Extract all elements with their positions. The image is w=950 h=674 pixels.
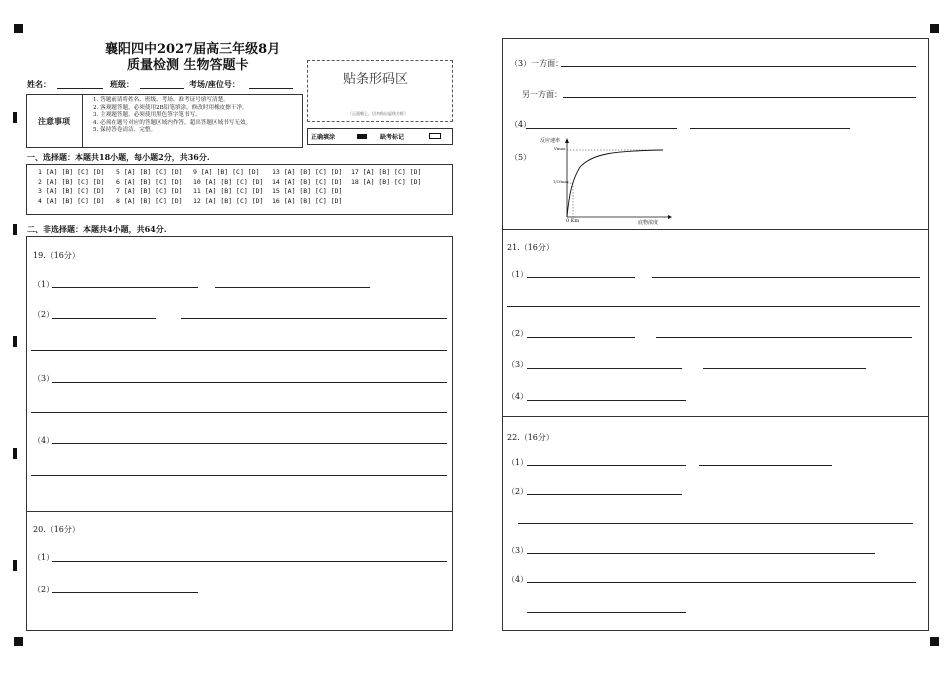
- choice-row[interactable]: 10 [A] [B] [C] [D]: [193, 177, 264, 186]
- timing-mark: [13, 112, 17, 123]
- correct-fill-label: 正确填涂: [311, 134, 336, 141]
- barcode-note: （正面朝上，切勿贴出虚线方框）: [348, 111, 408, 116]
- choice-row[interactable]: 2 [A] [B] [C] [D]: [38, 177, 105, 186]
- choice-row[interactable]: 17 [A] [B] [C] [D]: [351, 168, 422, 176]
- q19-part2-line[interactable]: [31, 350, 447, 351]
- q21-part1-label: （1）: [507, 270, 529, 279]
- choice-column: [193, 168, 263, 206]
- q18-part3b-label: 另一方面：: [522, 90, 562, 99]
- q19-part1-line[interactable]: [52, 287, 198, 288]
- q20-part1-line[interactable]: [52, 561, 447, 562]
- q20-answer-box: [26, 511, 453, 631]
- notice-item: 2. 客观题答题，必须使用2B铅笔填涂，修改时用橡皮擦干净。: [93, 104, 248, 111]
- barcode-title: 贴条形码区: [343, 72, 409, 87]
- graph-xlabel: 底物浓度: [638, 220, 659, 226]
- q22-part3-label: （3）: [507, 546, 529, 555]
- q22-title: 22.（16分）: [507, 433, 554, 442]
- notice-item: 1. 答题前请将姓名、班级、考场、准考证号填写清楚。: [93, 97, 229, 103]
- q19-part3-line[interactable]: [31, 412, 447, 413]
- choice-row[interactable]: 16 [A] [B] [C] [D]: [272, 196, 343, 205]
- choice-row[interactable]: 14 [A] [B] [C] [D]: [272, 177, 343, 186]
- class-label: 班级：: [110, 79, 134, 89]
- choice-row[interactable]: 11 [A] [B] [C] [D]: [193, 187, 264, 195]
- q21-part2-line[interactable]: [527, 337, 635, 338]
- q22-part4-line[interactable]: [527, 582, 916, 583]
- q21-title: 21.（16分）: [507, 243, 554, 252]
- choice-row[interactable]: 5 [A] [B] [C] [D]: [116, 168, 183, 176]
- notice-label: 注意事项: [38, 116, 70, 126]
- choice-row[interactable]: 3 [A] [B] [C] [D]: [38, 187, 105, 195]
- timing-mark: [13, 560, 17, 571]
- notice-item: 5. 保持答卷清洁、完整。: [93, 127, 157, 134]
- q22-part1-line[interactable]: [527, 465, 686, 466]
- q22-part2-line[interactable]: [518, 523, 913, 524]
- q19-part4-label: （4）: [33, 436, 55, 445]
- choice-row[interactable]: 13 [A] [B] [C] [D]: [272, 168, 343, 176]
- graph-origin-label: 0 Km: [566, 218, 580, 224]
- q21-answer-box: [502, 229, 929, 417]
- timing-mark: [930, 24, 939, 33]
- choice-column: [38, 168, 105, 206]
- q18-part5-label: （5）: [510, 153, 532, 162]
- q19-title: 19.（16分）: [33, 251, 80, 260]
- notice-divider: [82, 94, 83, 148]
- timing-mark: [13, 448, 17, 459]
- sheet-title: 襄阳四中2027届高三年级8月: [105, 42, 281, 57]
- q21-part1-line[interactable]: [652, 277, 920, 278]
- correct-fill-mark: [357, 134, 367, 139]
- q21-part1-line[interactable]: [507, 306, 920, 307]
- q21-part3-label: （3）: [507, 360, 529, 369]
- notice-item: 3. 主观题答题，必须使用黑色签字笔书写。: [93, 112, 201, 119]
- q18-part3-line[interactable]: [561, 66, 916, 67]
- graph-ylabel: 反应速率: [540, 138, 561, 144]
- q18-part3-label: （3）一方面：: [510, 59, 564, 68]
- choice-row[interactable]: 12 [A] [B] [C] [D]: [193, 196, 264, 205]
- timing-mark: [14, 637, 23, 646]
- choice-column: [116, 168, 183, 206]
- q19-part2-line[interactable]: [181, 318, 447, 319]
- q22-part1-line[interactable]: [699, 465, 832, 466]
- choice-row[interactable]: 8 [A] [B] [C] [D]: [116, 196, 183, 205]
- timing-mark: [930, 637, 939, 646]
- q19-part4-line[interactable]: [52, 443, 447, 444]
- q21-part4-line[interactable]: [527, 400, 686, 401]
- q19-answer-box: [26, 236, 453, 512]
- timing-mark: [13, 224, 17, 235]
- q19-part1-label: （1）: [33, 280, 55, 289]
- q18-part4-label: （4）: [510, 120, 532, 129]
- notice-item: 4. 必须在题号对应的答题区域内作答，超出答题区域书写无效。: [93, 119, 252, 126]
- q18-part4-line[interactable]: [690, 128, 850, 129]
- seat-field[interactable]: [249, 88, 293, 89]
- q20-part2-label: （2）: [33, 585, 55, 594]
- sheet-subtitle: 质量检测 生物答题卡: [127, 58, 249, 73]
- q18-part4-line[interactable]: [526, 128, 677, 129]
- choice-column: [272, 168, 342, 206]
- q19-part4-line[interactable]: [31, 475, 447, 476]
- q21-part2-label: （2）: [507, 329, 529, 338]
- q21-part2-line[interactable]: [656, 337, 912, 338]
- q22-part2-line[interactable]: [527, 494, 682, 495]
- choice-row[interactable]: 4 [A] [B] [C] [D]: [38, 196, 105, 205]
- choice-column: [351, 168, 421, 187]
- q19-part3-label: （3）: [33, 374, 55, 383]
- q20-part2-line[interactable]: [52, 592, 198, 593]
- choice-row[interactable]: 18 [A] [B] [C] [D]: [351, 177, 422, 186]
- q22-part4-label: （4）: [507, 575, 529, 584]
- q19-part2-line[interactable]: [52, 318, 156, 319]
- timing-mark: [14, 24, 23, 33]
- q21-part3-line[interactable]: [527, 368, 682, 369]
- absent-mark-label: 缺考标记: [380, 134, 405, 141]
- q19-part3-line[interactable]: [52, 382, 447, 383]
- timing-mark: [13, 336, 17, 347]
- graph-half-vmax-label: 1/2Vmax: [553, 180, 569, 184]
- q21-part3-line[interactable]: [703, 368, 866, 369]
- choice-row[interactable]: 15 [A] [B] [C] [D]: [272, 187, 343, 195]
- choice-row[interactable]: 9 [A] [B] [C] [D]: [193, 168, 260, 176]
- q20-title: 20.（16分）: [33, 525, 80, 534]
- q22-part1-label: （1）: [507, 458, 529, 467]
- q20-part1-label: （1）: [33, 553, 55, 562]
- choice-row[interactable]: 6 [A] [B] [C] [D]: [116, 177, 183, 186]
- q21-part4-label: （4）: [507, 392, 529, 401]
- choice-row[interactable]: 7 [A] [B] [C] [D]: [116, 187, 183, 195]
- q19-part1-line[interactable]: [215, 287, 370, 288]
- section1-title: 一、选择题：本题共18小题，每小题2分，共36分.: [27, 152, 210, 162]
- absent-mark-box[interactable]: [429, 133, 441, 139]
- q18-part3b-line[interactable]: [563, 97, 916, 98]
- q22-part2-label: （2）: [507, 487, 529, 496]
- q21-part1-line[interactable]: [527, 277, 635, 278]
- seat-label: 考场/座位号：: [189, 79, 240, 89]
- notice-list: [93, 97, 251, 135]
- q22-part3-line[interactable]: [527, 553, 875, 554]
- section2-title: 二、非选择题：本题共4小题，共64分.: [27, 224, 167, 234]
- q19-part2-label: （2）: [33, 310, 55, 319]
- graph-vmax-label: Vmax: [554, 146, 566, 151]
- class-field[interactable]: [140, 88, 184, 89]
- name-field[interactable]: [57, 88, 103, 89]
- name-label: 姓名：: [27, 79, 51, 89]
- q22-part4-line[interactable]: [527, 612, 686, 613]
- choice-row[interactable]: 1 [A] [B] [C] [D]: [38, 168, 105, 176]
